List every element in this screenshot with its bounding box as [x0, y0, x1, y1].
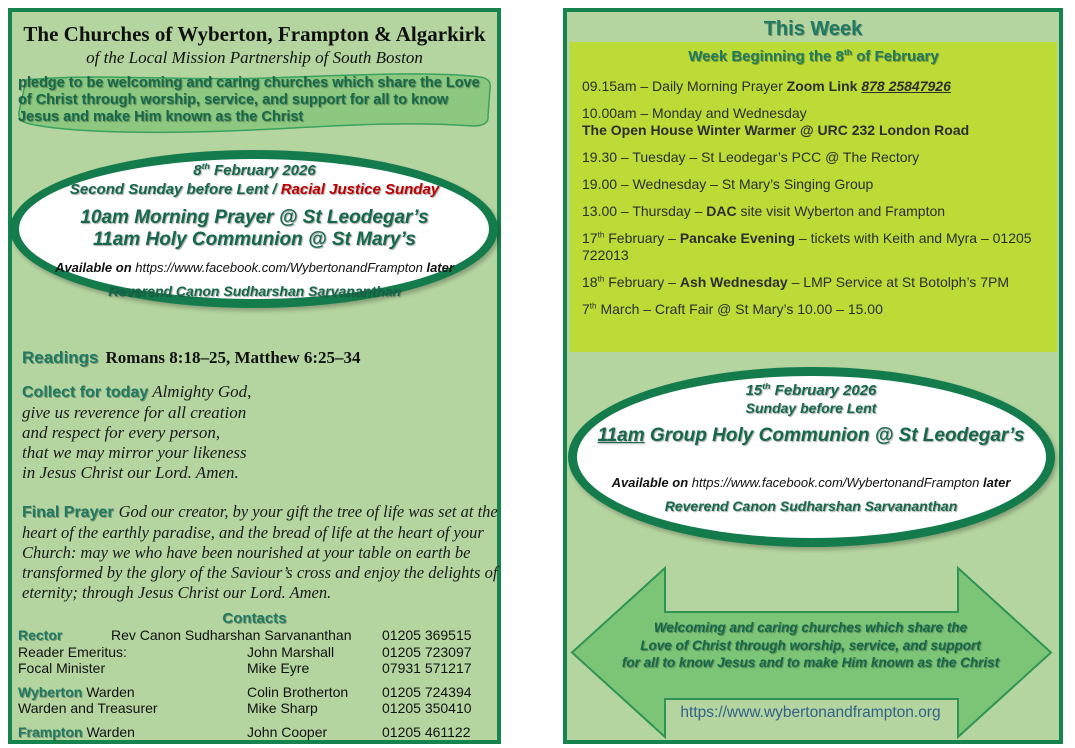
- next-service-date: 15th February 2026: [745, 381, 877, 399]
- contact-row: [12, 627, 497, 644]
- schedule-item: 09.15am – Daily Morning Prayer Zoom Link 878 25847926: [582, 78, 951, 94]
- readings-references: Romans 8:18–25, Matthew 6:25–34: [105, 348, 361, 367]
- contact-role: Rector: [18, 627, 63, 643]
- schedule-item: 18th February – Ash Wednesday – LMP Service at St Botolph’s 7PM: [582, 274, 1009, 290]
- collect-lines: [22, 403, 362, 483]
- service-time-2: 11am Holy Communion @ St Mary’s: [93, 229, 416, 250]
- contacts-table: [12, 627, 497, 740]
- week-heading: Week Beginning the 8th of February: [688, 47, 939, 65]
- newsletter-page-left: [8, 8, 501, 744]
- contact-role: Wyberton Warden: [18, 683, 135, 700]
- text-line: and respect for every person,: [22, 423, 221, 442]
- contact-row: [12, 700, 497, 717]
- contact-phone: 01205 724394: [382, 683, 472, 700]
- contact-phone: 01205 350410: [382, 700, 472, 716]
- schedule-item: 19.00 – Wednesday – St Mary’s Singing Group: [582, 176, 874, 192]
- arrow-mission-text: [567, 619, 1054, 672]
- schedule-item: 7th March – Craft Fair @ St Mary’s 10.00 – 15.00: [582, 301, 883, 317]
- final-prayer-label: Final Prayer: [22, 504, 114, 521]
- service-times: [12, 207, 497, 251]
- contact-role: Warden and Treasurer: [18, 700, 158, 716]
- final-prayer-text: God our creator, by your gift the tree of life was set at the heart of the earthly paradise, and the bread of life at the heart of your Church: may we who have been nourished at your table on earth be transformed by the glory of the Saviour’s cross and enjoy the delights of eternity; through Jesus Christ our Lord. Amen.: [22, 502, 498, 602]
- website-url[interactable]: https://www.wybertonandframpton.org: [680, 704, 941, 721]
- contact-name: Rev Canon Sudharshan Sarvananthan: [111, 627, 352, 643]
- readings-line: [22, 348, 361, 368]
- contact-name: Mike Sharp: [247, 700, 318, 716]
- service-date: 8th February 2026: [193, 161, 316, 179]
- this-week-title: This Week: [763, 18, 863, 40]
- text-line: give us reverence for all creation: [22, 403, 247, 422]
- contact-name: Colin Brotherton: [247, 683, 349, 700]
- text-line: Welcoming and caring churches which share the: [653, 620, 968, 635]
- contact-name: John Marshall: [247, 643, 335, 660]
- collect-section: [22, 382, 362, 483]
- next-service-sunday-name: Sunday before Lent: [745, 400, 877, 416]
- final-prayer-section: [22, 502, 500, 603]
- contact-row: [12, 684, 497, 701]
- next-service-time: 11am Group Holy Communion @ St Leodegar’s: [597, 425, 1025, 446]
- contact-phone: 01205 723097: [382, 643, 472, 660]
- schedule-item: 17th February – Pancake Evening – tickets with Keith and Myra – 01205 722013: [582, 230, 1032, 263]
- pledge-text: pledge to be welcoming and caring churches which share the Love of Christ through worship, service, and support for all to know Jesus and make Him known as the Christ: [18, 75, 480, 125]
- contact-name: Mike Eyre: [247, 660, 310, 676]
- service-time-1: 10am Morning Prayer @ St Leodegar’s: [80, 207, 429, 228]
- text-line: in Jesus Christ our Lord. Amen.: [22, 463, 239, 482]
- service-oval-content: [12, 162, 497, 299]
- schedule-item: 13.00 – Thursday – DAC site visit Wyberton and Frampton: [582, 203, 946, 219]
- contact-role: Reader Emeritus:: [18, 643, 127, 660]
- next-minister-name: Reverend Canon Sudharshan Sarvananthan: [664, 498, 958, 514]
- collect-opening: Almighty God,: [152, 382, 252, 401]
- text-line: for all to know Jesus and to make Him known as the Christ: [621, 655, 1000, 670]
- contact-role: Frampton Warden: [18, 723, 135, 740]
- schedule-item: 10.00am – Monday and Wednesday The Open House Winter Warmer @ URC 232 London Road: [582, 105, 970, 138]
- availability-note[interactable]: Available on https://www.facebook.com/WybertonandFrampton later: [55, 260, 454, 275]
- contact-role: Focal Minister: [18, 660, 106, 676]
- contact-phone: 01205 369515: [382, 627, 472, 643]
- collect-first-line: [22, 382, 362, 403]
- contacts-heading: Contacts: [222, 610, 287, 627]
- schedule-item: 19.30 – Tuesday – St Leodegar’s PCC @ The Rectory: [582, 149, 920, 165]
- page-title: The Churches of Wyberton, Frampton & Algarkirk: [23, 22, 486, 46]
- contact-phone: 07931 571217: [382, 660, 472, 676]
- collect-label: Collect for today: [22, 384, 149, 401]
- minister-name: Reverend Canon Sudharshan Sarvananthan: [108, 283, 401, 299]
- text-line: that we may mirror your likeness: [22, 443, 247, 462]
- contact-phone: 01205 461122: [382, 723, 471, 740]
- service-sunday-name: Second Sunday before Lent / Racial Justice Sunday: [69, 181, 440, 198]
- week-items: [582, 78, 1047, 318]
- contact-row: [12, 724, 497, 741]
- newsletter-page-right: [563, 8, 1063, 744]
- contact-name: John Cooper: [247, 723, 328, 740]
- contact-row: [12, 660, 497, 677]
- readings-label: Readings: [22, 348, 99, 367]
- next-service-oval-content: [567, 382, 1055, 514]
- text-line: Love of Christ through worship, service, and support: [640, 637, 981, 653]
- week-schedule-box: [570, 42, 1057, 352]
- next-availability-note[interactable]: Available on https://www.facebook.com/WybertonandFrampton later: [611, 475, 1011, 490]
- contact-row: [12, 644, 497, 661]
- page-subtitle: of the Local Mission Partnership of South Boston: [86, 48, 423, 67]
